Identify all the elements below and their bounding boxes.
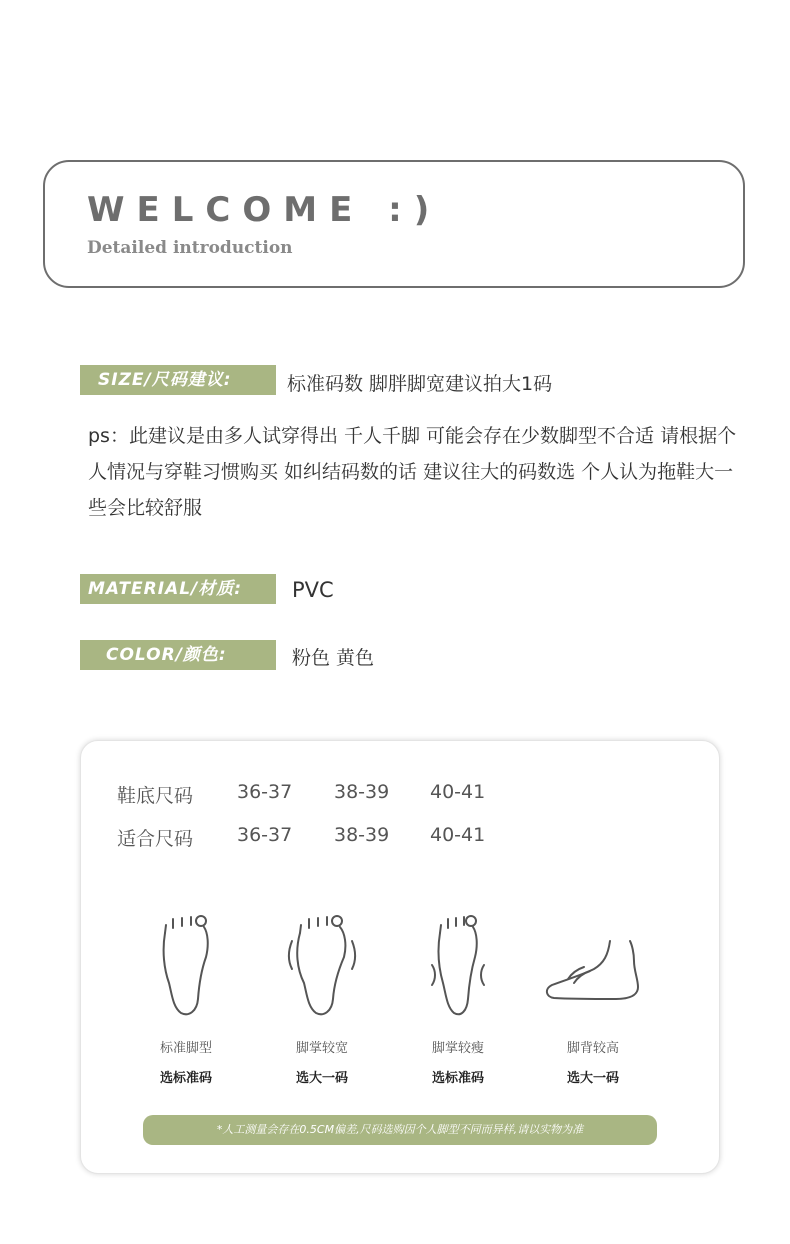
size-tag: SIZE/尺码建议:	[80, 365, 276, 395]
foot-type-advice: 选大一码	[295, 1071, 348, 1086]
welcome-banner	[43, 160, 745, 288]
foot-type-narrow	[398, 911, 518, 1086]
high-instep-foot-icon	[538, 911, 648, 1021]
color-value: 粉色 黄色	[292, 647, 375, 669]
foot-type-advice: 选大一码	[566, 1071, 619, 1086]
foot-type-name: 标准脚型	[159, 1041, 212, 1056]
foot-type-advice: 选标准码	[431, 1071, 484, 1086]
size-cell: 40-41	[430, 781, 486, 803]
row-label: 适合尺码	[117, 828, 194, 850]
size-cell: 36-37	[237, 824, 293, 846]
foot-type-high-instep	[533, 911, 653, 1086]
size-value: 标准码数 脚胖脚宽建议拍大1码	[287, 373, 553, 395]
size-note: ps：此建议是由多人试穿得出 千人千脚 可能会存在少数脚型不合适 请根据个人情况与穿鞋习惯购买 如纠结码数的话 建议往大的码数选 个人认为拖鞋大一些会比较舒服	[88, 425, 737, 519]
foot-type-advice: 选标准码	[159, 1071, 212, 1086]
narrow-foot-icon	[418, 911, 498, 1021]
material-value: PVC	[292, 578, 334, 602]
foot-type-name: 脚掌较瘦	[431, 1041, 484, 1056]
color-tag: COLOR/颜色:	[80, 640, 276, 670]
welcome-title: WELCOME :)	[87, 190, 442, 230]
material-tag: MATERIAL/材质:	[80, 574, 276, 604]
row-label: 鞋底尺码	[117, 785, 194, 807]
size-cell: 36-37	[237, 781, 293, 803]
foot-type-name: 脚背较高	[566, 1041, 619, 1056]
foot-type-standard	[126, 911, 246, 1086]
measurement-disclaimer: *人工测量会存在0.5CM偏差,尺码选购因个人脚型不同而异样,请以实物为准	[143, 1115, 657, 1145]
wide-foot-icon	[282, 911, 362, 1021]
size-chart-card	[80, 740, 720, 1174]
standard-foot-icon	[151, 911, 221, 1021]
size-cell: 40-41	[430, 824, 486, 846]
size-cell: 38-39	[334, 824, 390, 846]
foot-type-name: 脚掌较宽	[295, 1041, 348, 1056]
foot-type-wide	[262, 911, 382, 1086]
size-cell: 38-39	[334, 781, 390, 803]
welcome-subtitle: Detailed introduction	[87, 238, 293, 258]
